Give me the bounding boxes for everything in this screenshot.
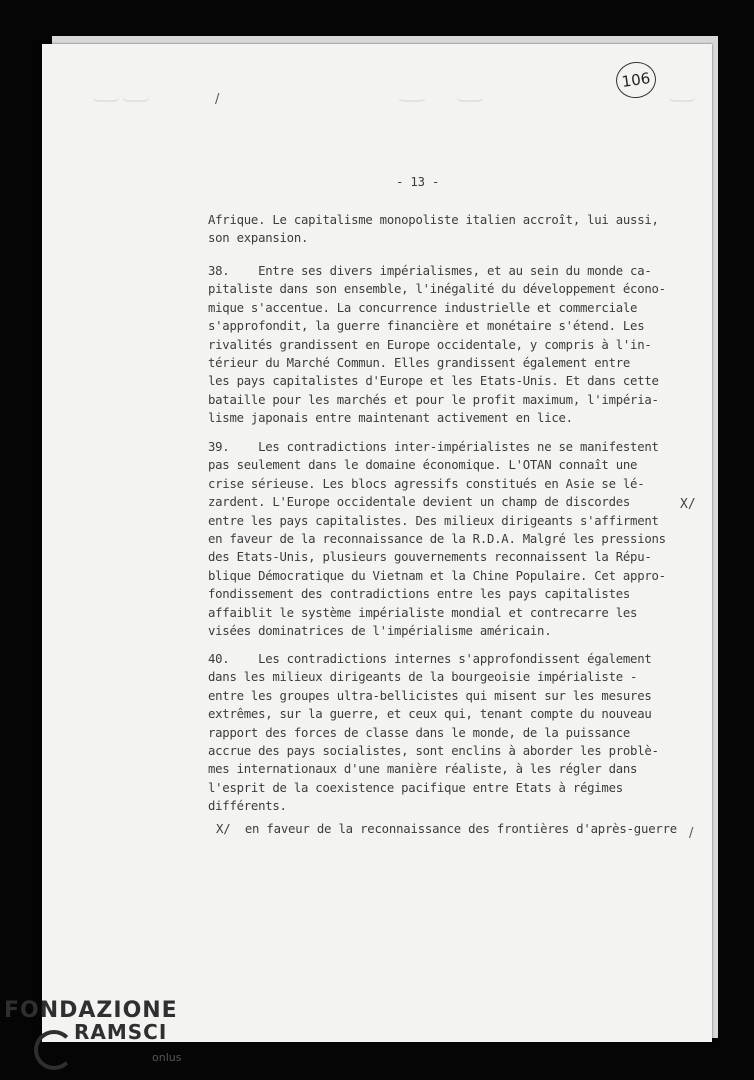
punch-mark (122, 88, 150, 102)
text-line: fondissement des contradictions entre les pays capitalistes (208, 587, 631, 602)
text-line: 40. Les contradictions internes s'approfondissent également (208, 652, 652, 666)
text-line: les pays capitalistes d'Europe et les Etats-Unis. Et dans cette (208, 374, 659, 389)
text-line: mique s'accentue. La concurrence industrielle et commerciale (208, 300, 638, 315)
watermark-line1: FONDAZIONE (4, 998, 178, 1023)
text-line: rapport des forces de classe dans le monde, de la puissance (208, 725, 631, 740)
paragraph-intro (208, 211, 688, 248)
text-line: extrêmes, sur la guerre, et ceux qui, tenant compte du nouveau (208, 707, 652, 722)
watermark-logo (4, 998, 194, 1078)
text-line: dans les milieux dirigeants de la bourgeoisie impérialiste - (208, 670, 638, 685)
pencil-tick: / (689, 826, 694, 841)
text-line: affaiblit le système impérialiste mondial et contrecarre les (208, 605, 638, 620)
paragraph-39 (208, 438, 688, 640)
text-line: en faveur de la reconnaissance de la R.D.A. Malgré les pressions (208, 532, 666, 547)
watermark-line2: RAMSCI (74, 1020, 168, 1044)
margin-note: X/ (680, 497, 696, 512)
page-number: - 13 - (396, 175, 440, 189)
punch-mark (456, 88, 484, 102)
punch-mark (668, 88, 696, 102)
text-line: accrue des pays socialistes, sont enclins à aborder les problè- (208, 744, 659, 759)
text-line: térieur du Marché Commun. Elles grandissent également entre (208, 356, 631, 371)
text-line: rivalités grandissent en Europe occidentale, y compris à l'in- (208, 337, 652, 352)
text-line: 38. Entre ses divers impérialismes, et au sein du monde ca- (208, 264, 652, 278)
text-line: blique Démocratique du Vietnam et la Chine Populaire. Cet appro- (208, 568, 666, 583)
text-line: mes internationaux d'une manière réaliste, à les régler dans (208, 762, 638, 777)
text-line: visées dominatrices de l'impérialisme américain. (208, 624, 552, 639)
watermark-line3: onlus (152, 1051, 182, 1064)
text-line: lisme japonais entre maintenant activement en lice. (208, 411, 573, 426)
text-line: 39. Les contradictions inter-impérialistes ne se manifestent (208, 440, 659, 454)
text-line: des Etats-Unis, plusieurs gouvernements reconnaissent la Répu- (208, 550, 652, 565)
text-line: Afrique. Le capitalisme monopoliste italien accroît, lui aussi, (208, 213, 659, 227)
text-line: bataille pour les marchés et pour le profit maximum, l'impéria- (208, 392, 659, 407)
text-line: entre les groupes ultra-bellicistes qui misent sur les mesures (208, 688, 652, 703)
text-line: zardent. L'Europe occidentale devient un champ de discordes (208, 495, 631, 510)
paragraph-40 (208, 650, 688, 816)
text-line: pitaliste dans son ensemble, l'inégalité du développement écono- (208, 282, 666, 297)
text-line: pas seulement dans le domaine économique. L'OTAN connaît une (208, 458, 638, 473)
text-line: différents. (208, 799, 287, 814)
text-line: l'esprit de la coexistence pacifique entre Etats à régimes (208, 780, 623, 795)
footnote: X/ en faveur de la reconnaissance des frontières d'après-guerre (216, 822, 678, 836)
text-line: crise sérieuse. Les blocs agressifs constitués en Asie se lé- (208, 476, 645, 491)
text-line: son expansion. (208, 231, 309, 246)
archive-number-stamp: 106 (614, 59, 659, 100)
punch-mark (92, 88, 120, 102)
paragraph-38 (208, 262, 688, 428)
punch-mark (398, 88, 426, 102)
text-line: entre les pays capitalistes. Des milieux dirigeants s'affirment (208, 513, 659, 528)
pencil-tick: / (215, 92, 220, 107)
text-line: s'approfondit, la guerre financière et monétaire s'étend. Les (208, 319, 645, 334)
g-logo-icon (34, 1030, 74, 1070)
